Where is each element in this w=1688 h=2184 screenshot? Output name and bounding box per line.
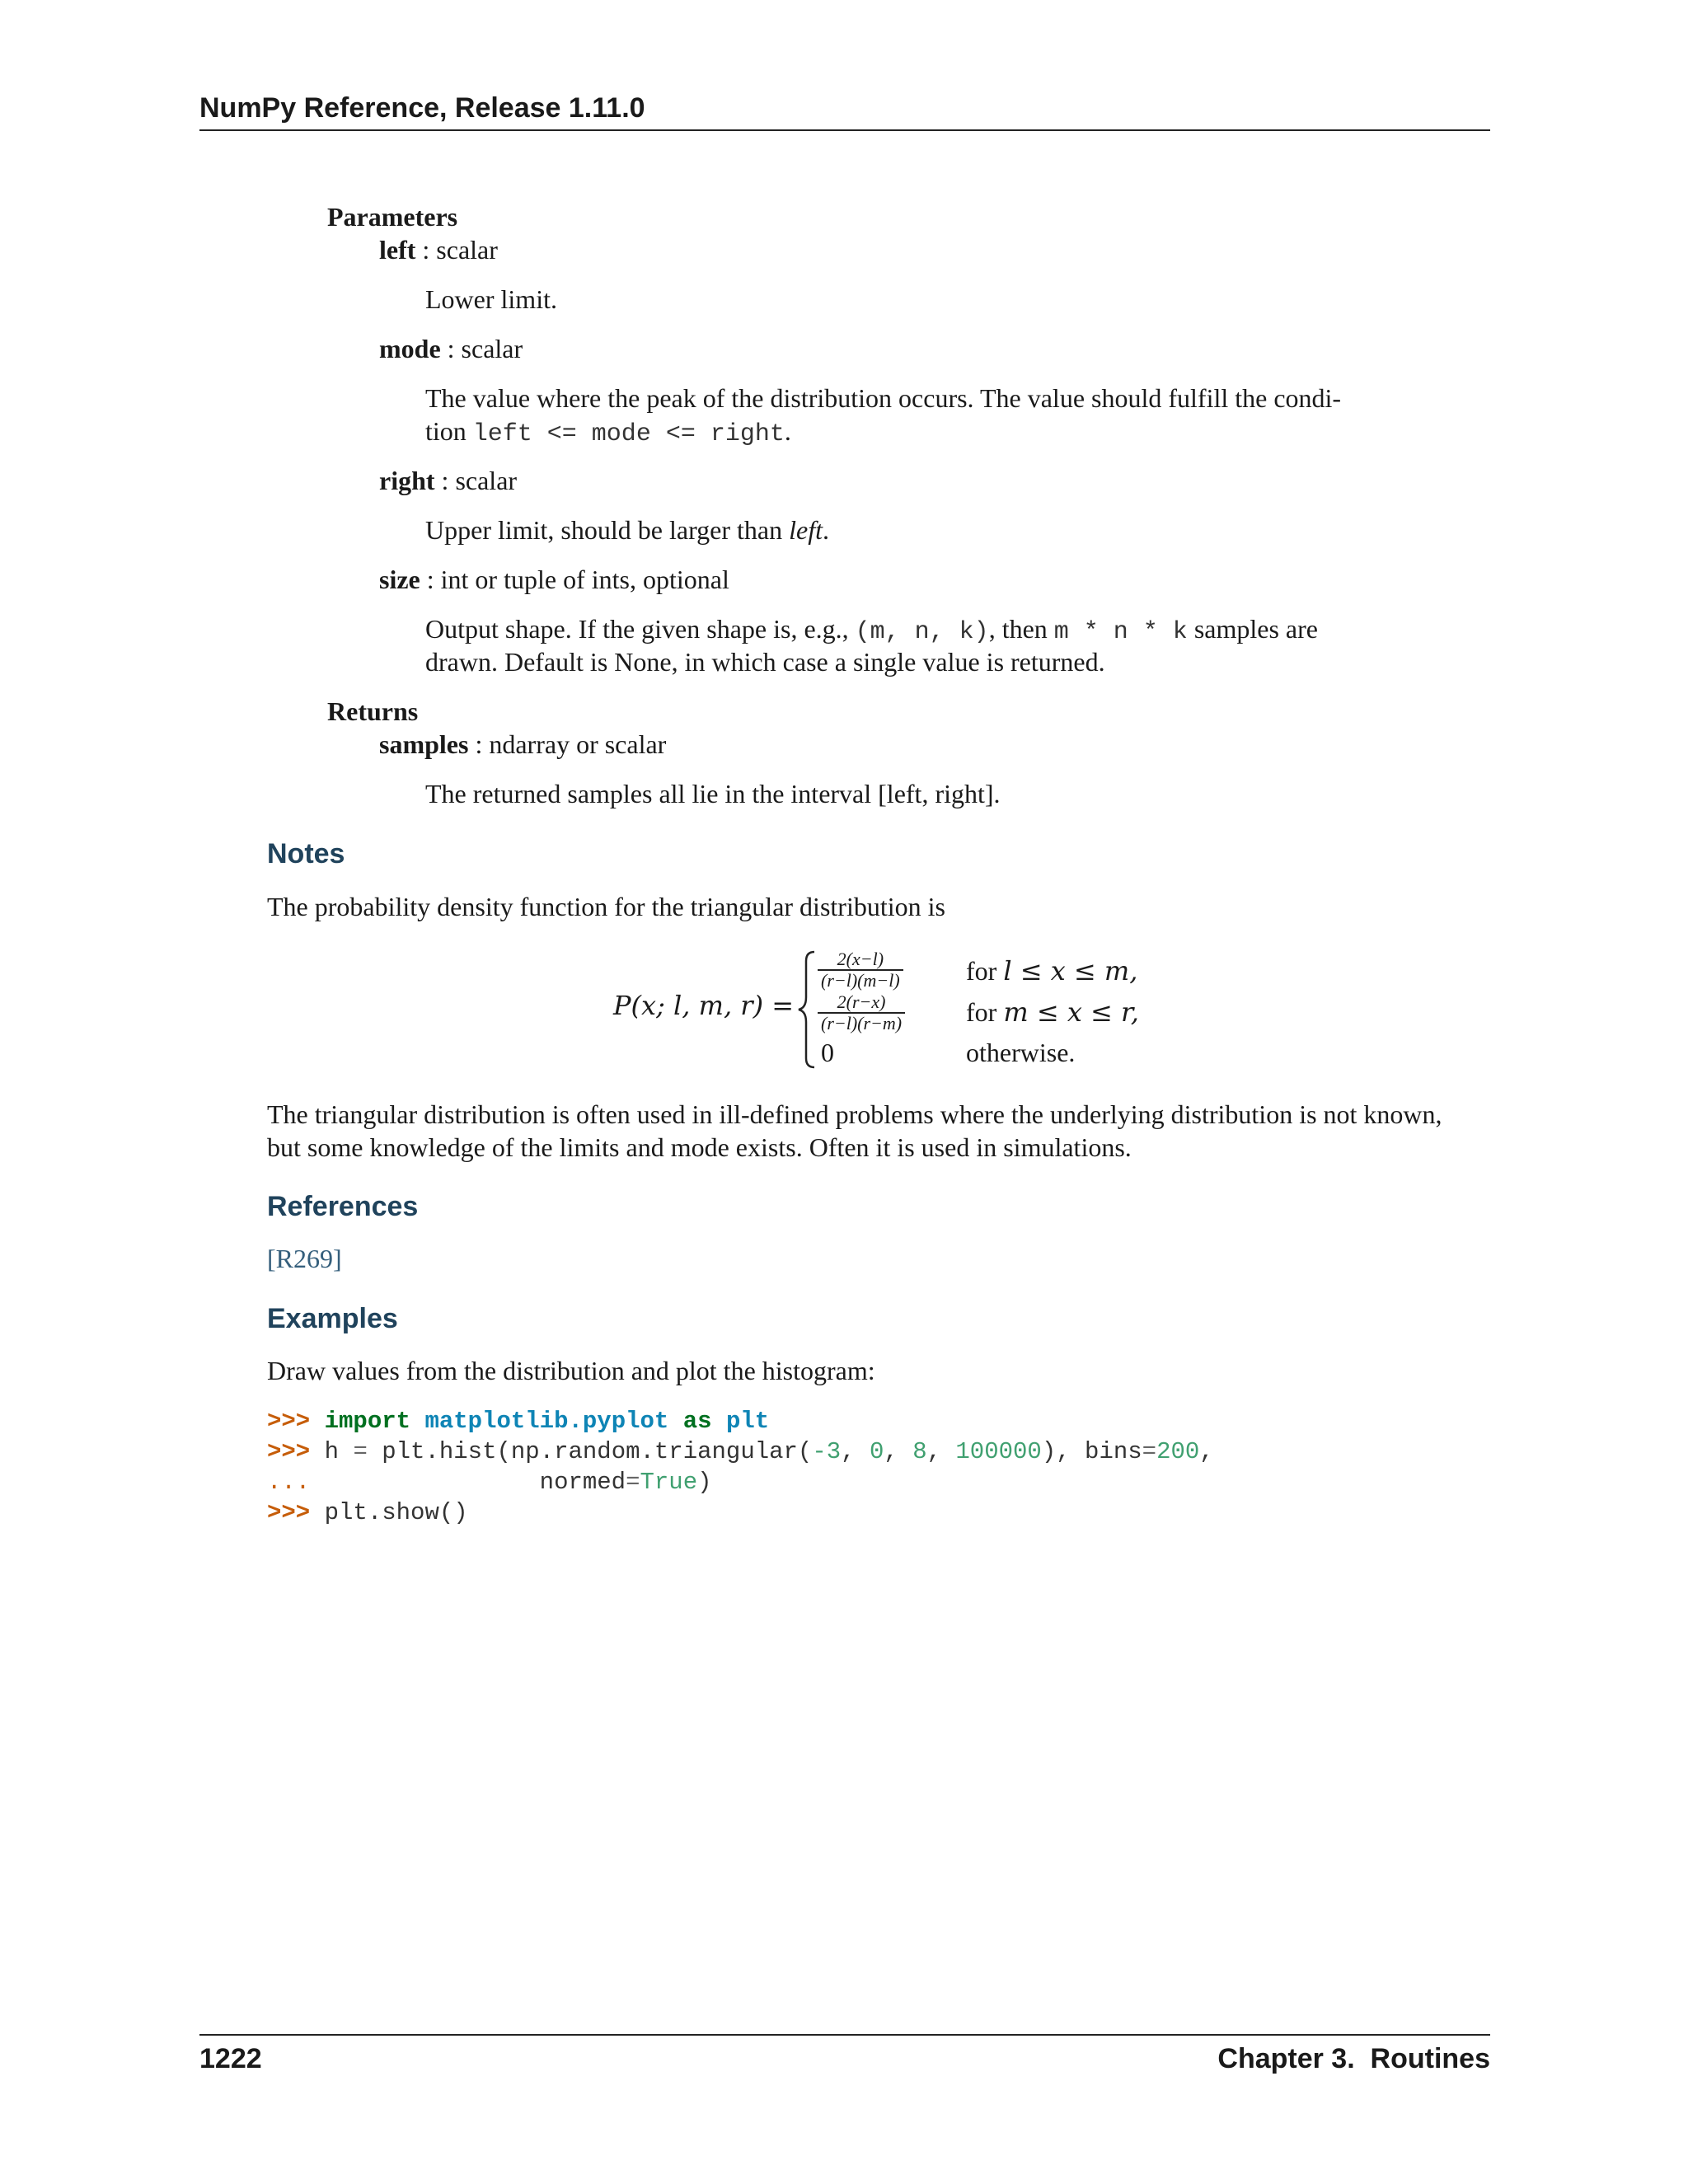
header-rule — [199, 129, 1490, 131]
code-text: plt.show() — [324, 1499, 468, 1526]
code-number: -3 — [812, 1438, 842, 1465]
running-header-title: NumPy Reference, Release 1.11.0 — [199, 92, 645, 124]
param-mode — [379, 332, 523, 365]
case1-condition — [966, 954, 1137, 987]
code-text: h — [324, 1438, 354, 1465]
code-module: matplotlib.pyplot — [424, 1408, 669, 1435]
param-size — [379, 563, 729, 596]
footer-rule — [199, 2034, 1490, 2036]
inline-code: left <= mode <= right — [472, 420, 785, 448]
param-name: right — [379, 466, 435, 495]
code-number: 100000 — [955, 1438, 1042, 1465]
notes-intro: The probability density function for the triangular distribution is — [267, 892, 945, 921]
code-number: 0 — [869, 1438, 884, 1465]
code-prompt: >>> — [267, 1408, 325, 1435]
inline-code: m * n * k — [1053, 618, 1188, 646]
code-text: , — [926, 1438, 956, 1465]
pdf-formula — [613, 949, 1157, 1073]
text-fragment: tion — [425, 416, 473, 446]
text-fragment: for — [966, 997, 997, 1027]
code-text: , — [841, 1438, 870, 1465]
param-mode-desc-line1: The value where the peak of the distribution occurs. The value should fulfill the condi- — [425, 383, 1342, 413]
param-name: size — [379, 565, 420, 594]
code-text: plt.hist(np.random.triangular( — [367, 1438, 813, 1465]
fraction-denominator: (r−l)(r−m) — [818, 1012, 905, 1033]
param-name: left — [379, 235, 416, 265]
formula-lhs: P(x; l, m, r) = — [613, 990, 795, 1021]
text-fragment: samples are — [1187, 614, 1318, 644]
param-right-desc — [425, 513, 829, 546]
code-prompt: >>> — [267, 1499, 325, 1526]
code-keyword: import — [324, 1408, 411, 1435]
code-prompt: >>> — [267, 1438, 325, 1465]
code-prompt: ... — [267, 1469, 311, 1496]
param-left-desc: Lower limit. — [425, 284, 557, 314]
examples-intro: Draw values from the distribution and plot the histogram: — [267, 1356, 875, 1385]
param-size-desc-line2: drawn. Default is None, in which case a single value is returned. — [425, 647, 1105, 677]
code-keyword: as — [682, 1408, 712, 1435]
code-text: ), bins — [1041, 1438, 1142, 1465]
code-number: 200 — [1156, 1438, 1200, 1465]
left-brace-icon — [796, 949, 818, 1070]
code-line-4 — [267, 1497, 1214, 1528]
code-block — [267, 1406, 1214, 1528]
param-type: : scalar — [415, 235, 498, 265]
text-fragment: for — [966, 956, 997, 986]
param-right — [379, 464, 517, 497]
page-number: 1222 — [199, 2043, 262, 2074]
param-name: mode — [379, 334, 441, 363]
param-type: : scalar — [440, 334, 523, 363]
math-fragment: m ≤ x ≤ r, — [1003, 996, 1139, 1028]
code-text: , — [884, 1438, 913, 1465]
fraction-numerator: 2(r−x) — [837, 991, 886, 1012]
inline-code: (m, n, k) — [855, 618, 989, 646]
case3-value: 0 — [821, 1038, 834, 1067]
returns-heading: Returns — [327, 696, 419, 726]
code-operator: = — [626, 1469, 640, 1496]
references-heading: References — [267, 1191, 419, 1222]
code-line-2 — [267, 1436, 1214, 1467]
code-text: normed — [310, 1469, 626, 1496]
fraction-denominator: (r−l)(m−l) — [818, 969, 903, 991]
param-left — [379, 233, 498, 266]
text-fragment: . — [784, 416, 791, 446]
param-mode-desc-line2 — [425, 415, 791, 451]
code-operator: = — [1142, 1438, 1157, 1465]
case3-condition: otherwise. — [966, 1038, 1076, 1067]
fraction-numerator: 2(x−l) — [837, 949, 884, 969]
math-fragment: l ≤ x ≤ m, — [1003, 955, 1138, 987]
text-fragment: , then — [988, 614, 1054, 644]
return-samples — [379, 728, 666, 761]
return-samples-desc: The returned samples all lie in the interval [left, right]. — [425, 779, 1001, 808]
code-module: plt — [725, 1408, 770, 1435]
examples-heading: Examples — [267, 1303, 398, 1334]
code-line-3 — [267, 1467, 1214, 1497]
case2-fraction — [818, 992, 905, 1033]
notes-para-line1: The triangular distribution is often used in ill-defined problems where the underlying distribution is not known, — [267, 1099, 1442, 1129]
code-number: 8 — [912, 1438, 927, 1465]
param-type: : int or tuple of ints, optional — [420, 565, 729, 594]
emphasis: left — [789, 515, 823, 545]
notes-para-line2: but some knowledge of the limits and mode exists. Often it is used in simulations. — [267, 1132, 1132, 1162]
code-text: ) — [697, 1469, 712, 1496]
case1-fraction — [818, 949, 903, 991]
return-name: samples — [379, 729, 469, 759]
text-fragment: Output shape. If the given shape is, e.g., — [425, 614, 856, 644]
param-type: : scalar — [434, 466, 518, 495]
notes-heading: Notes — [267, 838, 345, 869]
code-constant: True — [640, 1469, 698, 1496]
code-text: , — [1199, 1438, 1214, 1465]
text-fragment: Upper limit, should be larger than — [425, 515, 790, 545]
reference-link-r269[interactable]: [R269] — [267, 1244, 342, 1273]
code-line-1 — [267, 1406, 1214, 1436]
parameters-heading: Parameters — [327, 202, 458, 232]
return-type: : ndarray or scalar — [468, 729, 667, 759]
code-operator: = — [353, 1438, 368, 1465]
case2-condition — [966, 996, 1139, 1029]
param-size-desc-line1 — [425, 612, 1318, 649]
chapter-title: Chapter 3. Routines — [1217, 2043, 1490, 2074]
text-fragment: . — [822, 515, 829, 545]
